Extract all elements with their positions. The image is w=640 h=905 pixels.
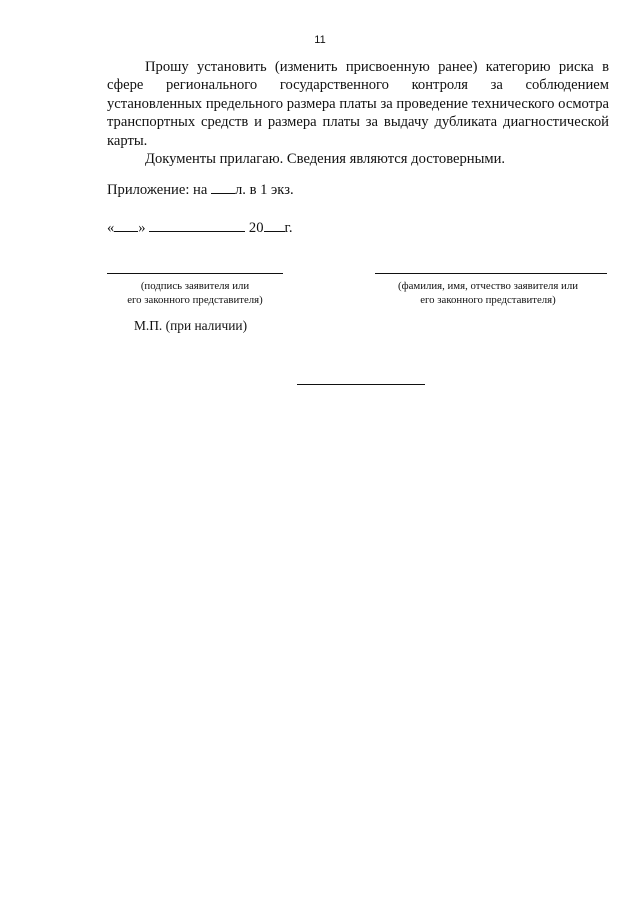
- date-open-quote: «: [107, 220, 115, 236]
- attachment-pages-blank: [211, 180, 235, 194]
- full-name-caption-line-2: его законного представителя): [420, 294, 556, 306]
- signature-line: [107, 273, 283, 274]
- full-name-caption: [366, 279, 610, 307]
- request-paragraph: Прошу установить (изменить присвоенную ранее) категорию риска в сфере регионального государственного контроля за соблюдением установленных предельного размера платы за проведение технического осмотра транспортных средств и размера платы за выдачу дубликата диагностической карты.: [107, 59, 609, 149]
- day-blank: [114, 218, 138, 232]
- year-prefix: 20: [248, 220, 264, 236]
- month-blank: [149, 218, 245, 232]
- full-name-line: [375, 273, 607, 274]
- stamp-placeholder: М.П. (при наличии): [134, 318, 248, 333]
- documents-statement: Документы прилагаю. Сведения являются достоверными.: [145, 151, 506, 168]
- full-name-caption-line-1: (фамилия, имя, отчество заявителя или: [397, 280, 578, 292]
- signature-caption-line-2: его законного представителя): [127, 294, 263, 306]
- year-suffix: г.: [284, 220, 293, 236]
- attachment-line: [107, 180, 294, 199]
- attachment-suffix: л. в 1 экз.: [234, 182, 294, 198]
- date-close-quote: »: [138, 220, 146, 236]
- closing-separator-line: [297, 384, 425, 385]
- request-body: [107, 58, 609, 168]
- page-number: 11: [314, 34, 326, 46]
- year-blank: [264, 218, 285, 232]
- date-line: [107, 218, 293, 237]
- attachment-prefix: Приложение: на: [107, 182, 208, 198]
- signature-caption: [85, 279, 305, 307]
- signature-caption-line-1: (подпись заявителя или: [140, 280, 250, 292]
